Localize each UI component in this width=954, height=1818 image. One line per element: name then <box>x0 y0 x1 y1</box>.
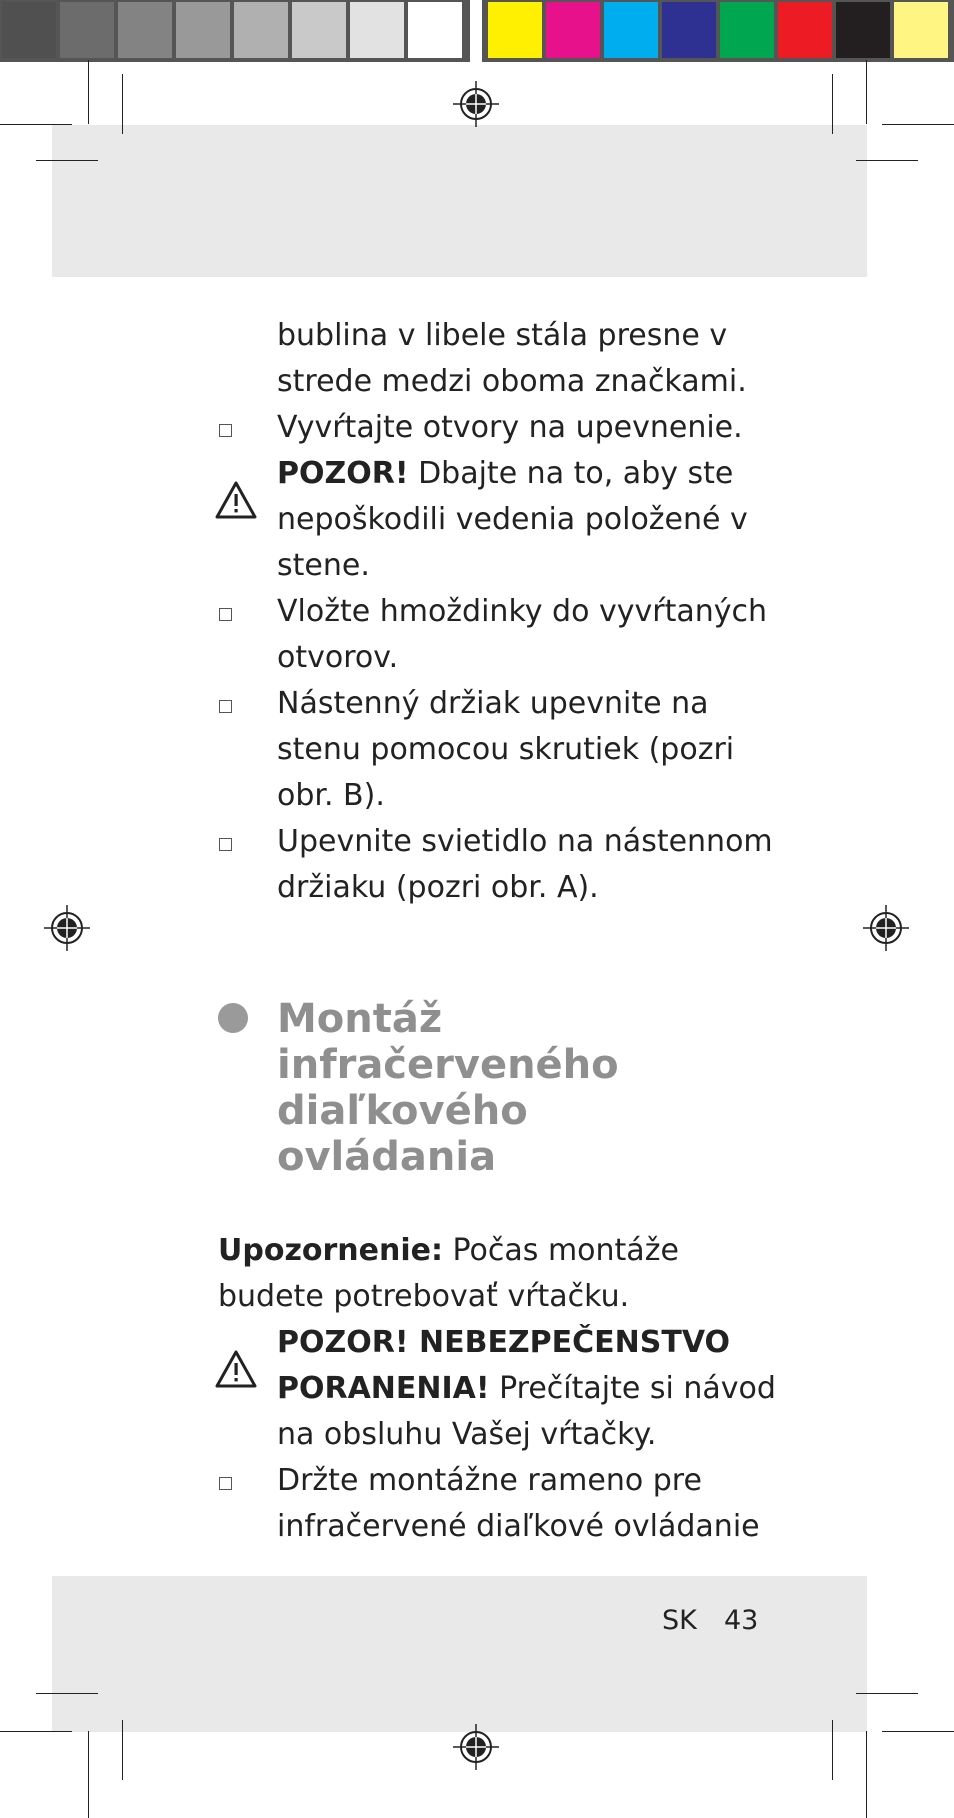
checkbox-icon <box>219 838 232 851</box>
warning-text: nepoškodili vedenia položené v <box>277 502 748 537</box>
section-heading: diaľkového <box>277 1088 528 1134</box>
checkbox-icon <box>219 1477 232 1490</box>
filled-circle-bullet-icon <box>218 1003 248 1033</box>
step-mount-bracket: obr. B). <box>277 778 385 813</box>
checkbox-icon <box>219 608 232 621</box>
step-hold-arm: Držte montážne rameno pre <box>277 1463 702 1498</box>
warning-text: Prečítajte si návod <box>489 1371 776 1406</box>
warning-line <box>277 451 733 497</box>
step-insert-dowels: Vložte hmoždinky do vyvŕtaných <box>277 594 767 629</box>
section-heading: ovládania <box>277 1134 497 1180</box>
warning-text: stene. <box>277 548 370 583</box>
checkbox-icon <box>219 424 232 437</box>
note-text: budete potrebovať vŕtačku. <box>218 1279 630 1314</box>
warning-text: Dbajte na to, aby ste <box>408 456 734 491</box>
warning-triangle-icon <box>214 480 258 520</box>
step-drill-holes: Vyvŕtajte otvory na upevnenie. <box>277 410 743 445</box>
step-mount-bracket: stenu pomocou skrutiek (pozri <box>277 732 735 767</box>
warning-label: POZOR! <box>277 456 409 491</box>
language-code: SK <box>662 1605 697 1636</box>
checkbox-icon <box>219 700 232 713</box>
note-label: Upozornenie: <box>218 1233 443 1268</box>
step-insert-dowels: otvorov. <box>277 640 399 675</box>
step-attach-lamp: držiaku (pozri obr. A). <box>277 870 599 905</box>
page-number: 43 <box>724 1605 759 1636</box>
step-hold-arm: infračervené diaľkové ovládanie <box>277 1509 760 1544</box>
warning-label: POZOR! NEBEZPEČENSTVO <box>277 1325 731 1360</box>
section-heading: Montáž <box>277 996 443 1042</box>
section-heading: infračerveného <box>277 1042 619 1088</box>
warning-label: PORANENIA! <box>277 1371 490 1406</box>
warning-triangle-icon <box>214 1349 258 1389</box>
step-attach-lamp: Upevnite svietidlo na nástennom <box>277 824 773 859</box>
note-line <box>218 1228 679 1274</box>
note-text: Počas montáže <box>443 1233 679 1268</box>
warning-line <box>277 1366 776 1412</box>
intro-text: bublina v libele stála presne v <box>277 318 728 353</box>
intro-text: strede medzi oboma značkami. <box>277 364 747 399</box>
warning-text: na obsluhu Vašej vŕtačky. <box>277 1417 657 1452</box>
step-mount-bracket: Nástenný držiak upevnite na <box>277 686 709 721</box>
